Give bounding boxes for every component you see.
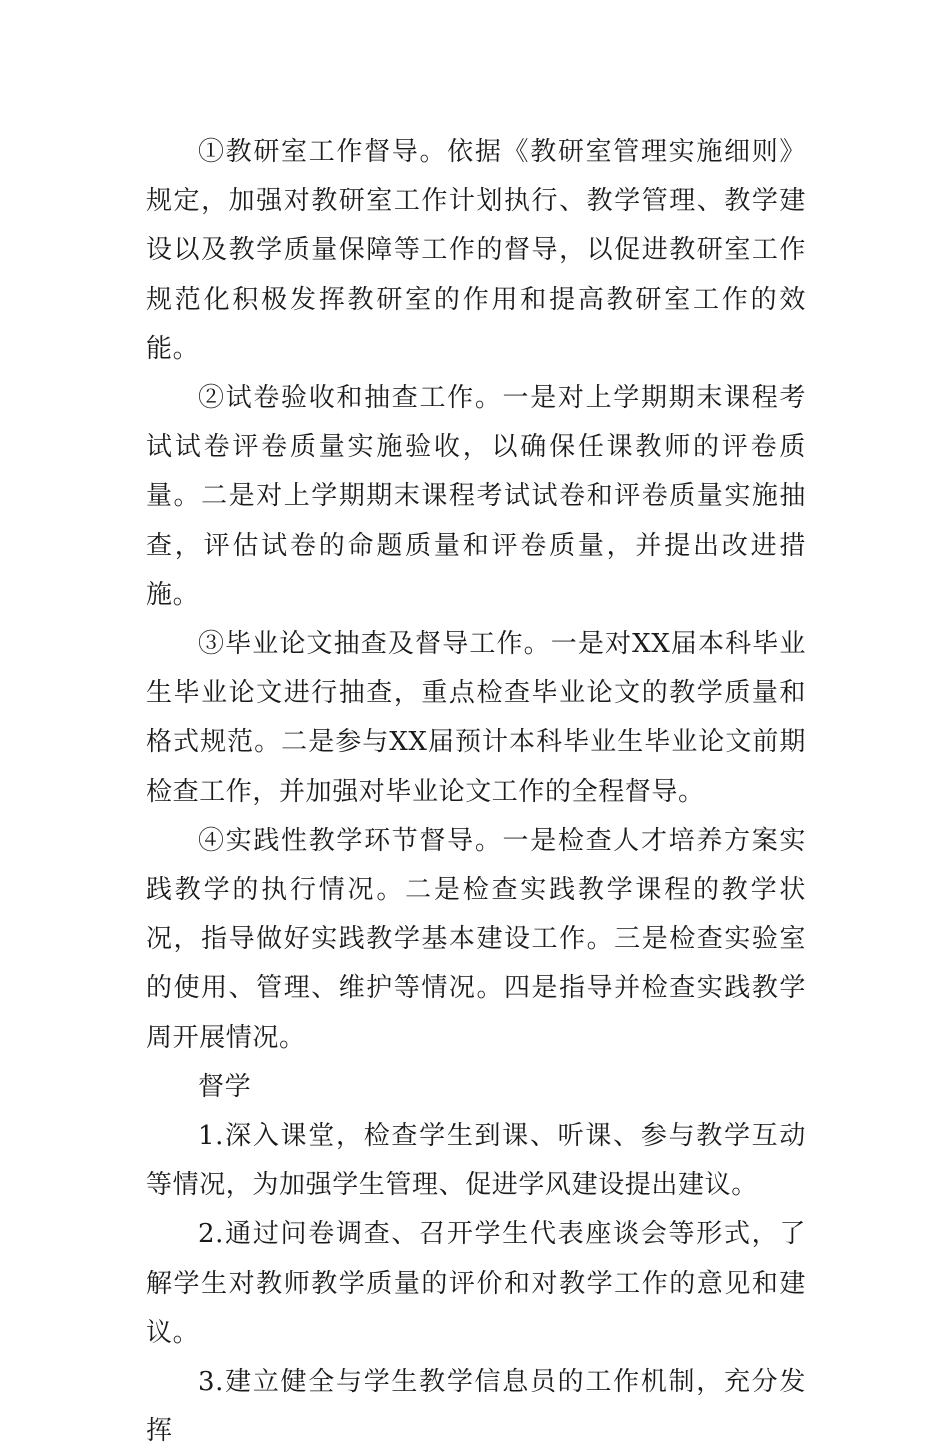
paragraph-thesis-inspection: ③毕业论文抽查及督导工作。一是对XX届本科毕业生毕业论文进行抽查，重点检查毕业论文的教学质量和格式规范。二是参与XX届预计本科毕业生毕业论文前期检查工作，并加强对毕业论文工作的全程督导。 <box>146 629 806 807</box>
paragraph-classroom-check: 1.深入课堂，检查学生到课、听课、参与教学互动等情况，为加强学生管理、促进学风建设提出建议。 <box>146 1121 806 1201</box>
section-heading-student-supervision: 督学 <box>198 1071 252 1102</box>
paragraph-survey-feedback: 2.通过问卷调查、召开学生代表座谈会等形式，了解学生对教师教学质量的评价和对教学工作的意见和建议。 <box>146 1219 806 1348</box>
paragraph-exam-paper-inspection: ②试卷验收和抽查工作。一是对上学期期末课程考试试卷评卷质量实施验收，以确保任课教师的评卷质量。二是对上学期期末课程考试试卷和评卷质量实施抽查，评估试卷的命题质量和评卷质量，并提出改进措施。 <box>146 383 806 610</box>
document-body <box>146 128 806 1456</box>
paragraph-teaching-office-supervision: ①教研室工作督导。依据《教研室管理实施细则》规定，加强对教研室工作计划执行、教学管理、教学建设以及教学质量保障等工作的督导，以促进教研室工作规范化积极发挥教研室的作用和提高教研室工作的效能。 <box>146 137 806 364</box>
paragraph-practical-teaching-supervision: ④实践性教学环节督导。一是检查人才培养方案实践教学的执行情况。二是检查实践教学课程的教学状况，指导做好实践教学基本建设工作。三是检查实验室的使用、管理、维护等情况。四是指导并检查实践教学周开展情况。 <box>146 825 806 1053</box>
paragraph-information-officer: 3.建立健全与学生教学信息员的工作机制，充分发挥 <box>146 1367 806 1447</box>
